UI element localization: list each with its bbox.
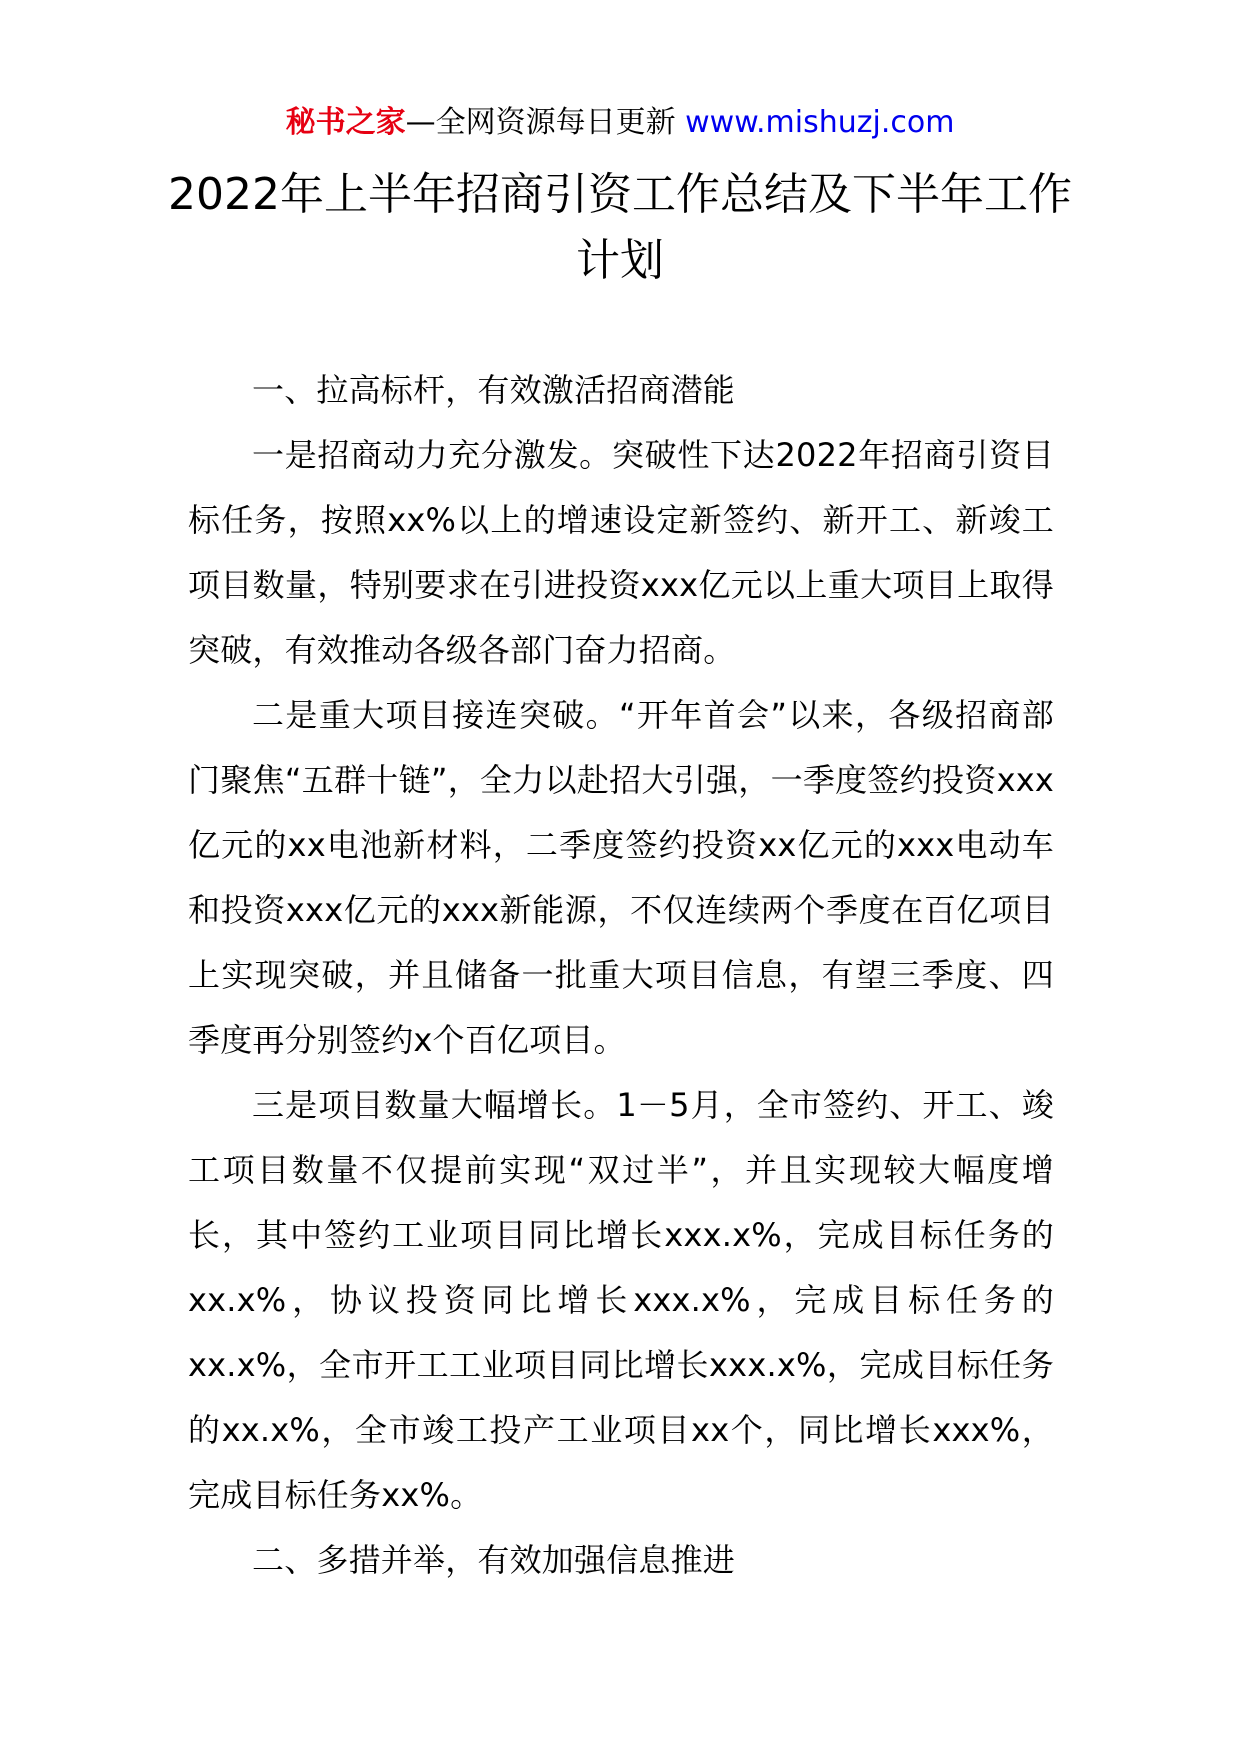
site-header — [0, 102, 1240, 144]
header-slogan: —全网资源每日更新 — [405, 105, 686, 140]
site-url-link[interactable]: www.mishuzj.com — [685, 105, 955, 140]
document-title: 2022年上半年招商引资工作总结及下半年工作计划 — [168, 169, 1072, 286]
section-heading-2: 二、多措并举，有效加强信息推进 — [252, 1541, 736, 1579]
body-paragraph-2: 二是重大项目接连突破。“开年首会”以来，各级招商部门聚焦“五群十链”，全力以赴招大引强，一季度签约投资xxx亿元的xx电池新材料，二季度签约投资xx亿元的xxx电动车和投资xxx亿元的xxx新能源，不仅连续两个季度在百亿项目上实现突破，并且储备一批重大项目信息，有望三季度、四季度再分别签约x个百亿项目。 — [188, 696, 1054, 1059]
body-paragraph-3: 三是项目数量大幅增长。1－5月，全市签约、开工、竣工项目数量不仅提前实现“双过半”，并且实现较大幅度增长，其中签约工业项目同比增长xxx.x%，完成目标任务的xx.x%，协议投资同比增长xxx.x%，完成目标任务的xx.x%，全市开工工业项目同比增长xxx.x%，完成目标任务的xx.x%，全市竣工投产工业项目xx个，同比增长xxx%，完成目标任务xx%。 — [188, 1086, 1054, 1514]
document-body — [188, 358, 1054, 1593]
section-heading-1: 一、拉高标杆，有效激活招商潜能 — [252, 371, 736, 409]
brand-name: 秘书之家 — [285, 105, 406, 140]
body-paragraph-1: 一是招商动力充分激发。突破性下达2022年招商引资目标任务，按照xx%以上的增速设定新签约、新开工、新竣工项目数量，特别要求在引进投资xxx亿元以上重大项目上取得突破，有效推动各级各部门奋力招商。 — [188, 436, 1054, 669]
